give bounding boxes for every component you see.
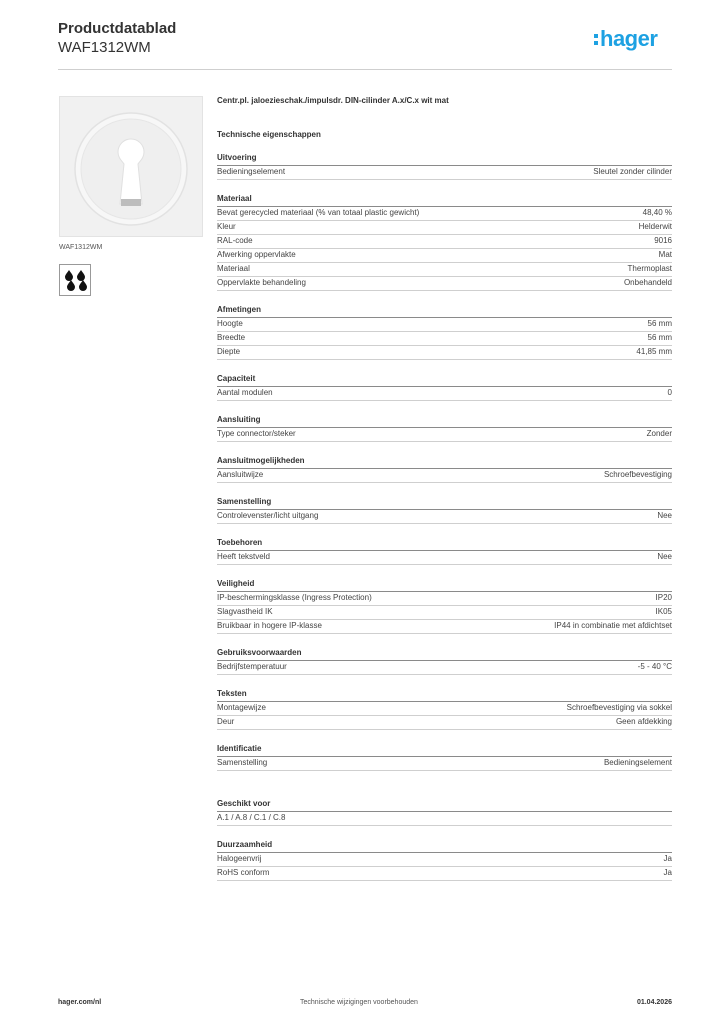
spec-label: RAL-code xyxy=(217,236,253,245)
spec-row xyxy=(217,318,672,332)
spec-value: Nee xyxy=(657,552,672,561)
spec-section xyxy=(217,497,672,524)
spec-section xyxy=(217,415,672,442)
spec-row xyxy=(217,249,672,263)
logo-dots-icon xyxy=(594,34,598,45)
page-title: Productdatablad xyxy=(58,20,177,37)
spec-section xyxy=(217,579,672,634)
spec-value: IK05 xyxy=(655,607,672,616)
spec-row xyxy=(217,592,672,606)
spec-section xyxy=(217,538,672,565)
spec-value: IP20 xyxy=(655,593,672,602)
spec-row xyxy=(217,620,672,634)
hager-logo xyxy=(594,28,657,50)
spec-row xyxy=(217,207,672,221)
footer-website: hager.com/nl xyxy=(58,999,102,1006)
spec-value: Helderwit xyxy=(638,222,672,231)
suitable-for-section xyxy=(217,799,672,826)
section-title: Duurzaamheid xyxy=(217,840,672,853)
spec-value: Schroefbevestiging via sokkel xyxy=(566,703,672,712)
spec-section xyxy=(217,456,672,483)
footer-disclaimer: Technische wijzigingen voorbehouden xyxy=(300,999,418,1006)
spec-row xyxy=(217,812,672,826)
spec-row xyxy=(217,551,672,565)
spec-row xyxy=(217,606,672,620)
spec-row xyxy=(217,235,672,249)
spec-section xyxy=(217,374,672,401)
spec-value: Sleutel zonder cilinder xyxy=(593,167,672,176)
header-divider xyxy=(58,69,672,70)
section-title: Aansluiting xyxy=(217,415,672,428)
image-caption: WAF1312WM xyxy=(59,244,103,251)
spec-label: Aansluitwijze xyxy=(217,470,264,479)
section-title: Samenstelling xyxy=(217,497,672,510)
spec-row xyxy=(217,702,672,716)
spec-label: Deur xyxy=(217,717,235,726)
spec-sections xyxy=(217,153,672,771)
spec-row xyxy=(217,757,672,771)
spec-value: -5 - 40 °C xyxy=(637,662,672,671)
spec-row xyxy=(217,221,672,235)
spec-label: Bruikbaar in hogere IP-klasse xyxy=(217,621,322,630)
spec-value: Bedieningselement xyxy=(603,758,672,767)
spec-value: Mat xyxy=(658,250,672,259)
spec-section xyxy=(217,648,672,675)
spec-value: IP44 in combinatie met afdichtset xyxy=(554,621,672,630)
spec-section xyxy=(217,744,672,771)
section-title: Capaciteit xyxy=(217,374,672,387)
sustainability-section xyxy=(217,840,672,881)
spec-label: Samenstelling xyxy=(217,758,268,767)
section-title: Geschikt voor xyxy=(217,799,672,812)
spec-label: Halogeenvrij xyxy=(217,854,262,863)
spec-value: Zonder xyxy=(646,429,672,438)
spec-value: Schroefbevestiging xyxy=(603,470,672,479)
section-title: Teksten xyxy=(217,689,672,702)
spec-label: Heeft tekstveld xyxy=(217,552,270,561)
logo-wordmark: hager xyxy=(600,26,658,51)
spec-label: IP-beschermingsklasse (Ingress Protection) xyxy=(217,593,372,602)
spec-label: Type connector/steker xyxy=(217,429,296,438)
spec-value: Ja xyxy=(663,854,672,863)
spec-value: Thermoplast xyxy=(627,264,672,273)
section-title: Uitvoering xyxy=(217,153,672,166)
spec-label: Diepte xyxy=(217,347,241,356)
spec-row xyxy=(217,428,672,442)
section-title: Afmetingen xyxy=(217,305,672,318)
section-title: Identificatie xyxy=(217,744,672,757)
section-title: Aansluitmogelijkheden xyxy=(217,456,672,469)
spec-row xyxy=(217,387,672,401)
spec-content xyxy=(217,96,672,881)
spec-row xyxy=(217,853,672,867)
spec-value: Nee xyxy=(657,511,672,520)
spec-label: A.1 / A.8 / C.1 / C.8 xyxy=(217,813,286,822)
spec-row xyxy=(217,277,672,291)
spec-value: 41,85 mm xyxy=(636,347,672,356)
spec-row xyxy=(217,510,672,524)
section-title: Gebruiksvoorwaarden xyxy=(217,648,672,661)
section-title: Materiaal xyxy=(217,194,672,207)
product-code: WAF1312WM xyxy=(58,39,151,56)
spec-label: Aantal modulen xyxy=(217,388,273,397)
product-image xyxy=(59,96,203,237)
section-title: Veiligheid xyxy=(217,579,672,592)
spec-row xyxy=(217,166,672,180)
spec-label: Bedrijfstemperatuur xyxy=(217,662,287,671)
section-title: Toebehoren xyxy=(217,538,672,551)
spec-row xyxy=(217,661,672,675)
cover-plate-illustration xyxy=(60,97,202,236)
spec-row xyxy=(217,332,672,346)
spec-label: Oppervlakte behandeling xyxy=(217,278,306,287)
spec-label: Slagvastheid IK xyxy=(217,607,273,616)
spec-label: Bedieningselement xyxy=(217,167,286,176)
technical-properties-title: Technische eigenschappen xyxy=(217,130,321,139)
spec-value: Onbehandeld xyxy=(623,278,672,287)
spec-section xyxy=(217,153,672,180)
spec-row xyxy=(217,867,672,881)
ipx-water-drops-icon xyxy=(59,264,91,296)
spec-label: Kleur xyxy=(217,222,236,231)
spec-label: Hoogte xyxy=(217,319,243,328)
spec-value: Ja xyxy=(663,868,672,877)
spec-label: RoHS conform xyxy=(217,868,270,877)
spec-value: 9016 xyxy=(654,236,672,245)
spec-label: Breedte xyxy=(217,333,246,342)
spec-row xyxy=(217,263,672,277)
spec-label: Materiaal xyxy=(217,264,250,273)
spec-label: Controlevenster/licht uitgang xyxy=(217,511,319,520)
spec-value: 56 mm xyxy=(647,319,672,328)
spec-section xyxy=(217,194,672,291)
spec-label: Afwerking oppervlakte xyxy=(217,250,296,259)
spec-label: Bevat gerecycled materiaal (% van totaal plastic gewicht) xyxy=(217,208,420,217)
spec-row xyxy=(217,346,672,360)
footer-date: 01.04.2026 xyxy=(636,999,672,1006)
spec-section xyxy=(217,689,672,730)
product-description: Centr.pl. jaloezieschak./impulsdr. DIN-cilinder A.x/C.x wit mat xyxy=(217,96,449,105)
spec-row xyxy=(217,469,672,483)
spec-label: Montagewijze xyxy=(217,703,266,712)
spec-value: 0 xyxy=(667,388,672,397)
spec-row xyxy=(217,716,672,730)
spec-value: 56 mm xyxy=(647,333,672,342)
spec-value: 48,40 % xyxy=(642,208,672,217)
spec-value: Geen afdekking xyxy=(615,717,672,726)
spec-section xyxy=(217,305,672,360)
